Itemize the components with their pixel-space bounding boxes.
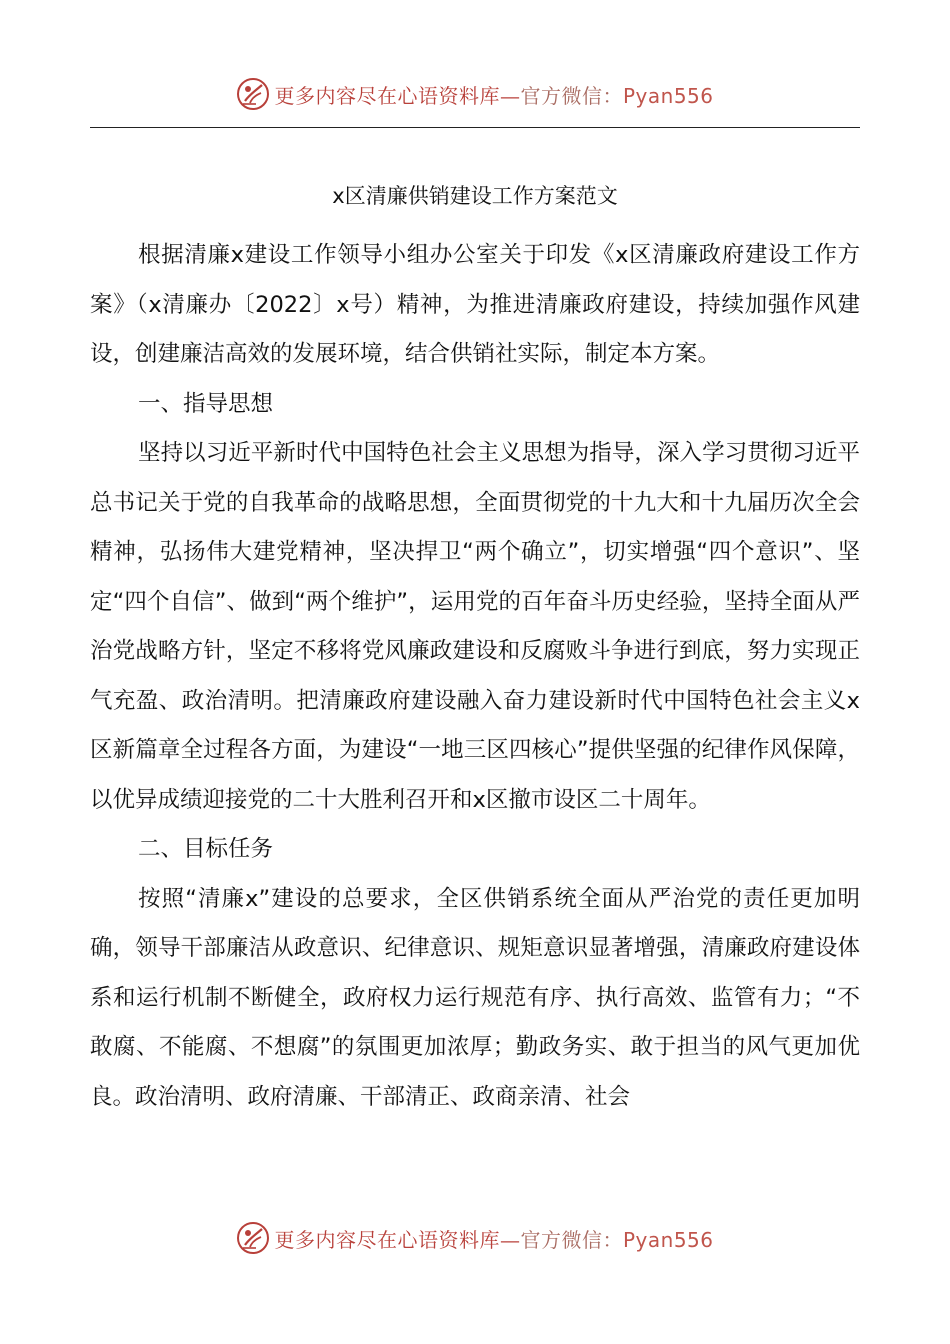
document-title: x区清廉供销建设工作方案范文 <box>332 184 618 208</box>
header-divider <box>90 127 860 128</box>
footer-promo-dash: — <box>499 1227 521 1252</box>
header-promo-text <box>274 80 713 109</box>
section-heading-goals-tasks: 二、目标任务 <box>138 836 274 862</box>
footer-promo-text <box>274 1224 713 1253</box>
guiding-ideology-paragraph: 坚持以习近平新时代中国特色社会主义思想为指导，深入学习贯彻习近平总书记关于党的自我革命的战略思想，全面贯彻党的十九大和十九届历次全会精神，弘扬伟大建党精神，坚决捍卫“两个确立”，切实增强“四个意识”、坚定“四个自信”、做到“两个维护”，运用党的百年奋斗历史经验，坚持全面从严治党战略方针，坚定不移将党风廉政建设和反腐败斗争进行到底，努力实现正气充盈、政治清明。把清廉政府建设融入奋力建设新时代中国特色社会主义x区新篇章全过程各方面，为建设“一地三区四核心”提供坚强的纪律作风保障，以优异成绩迎接党的二十大胜利召开和x区撤市设区二十周年。 <box>90 440 860 813</box>
footer-promo-main: 更多内容尽在心语资料库 <box>274 1227 500 1252</box>
tree-emblem-icon <box>236 77 270 111</box>
section-heading-guiding-ideology: 一、指导思想 <box>138 390 274 417</box>
header-wechat-id: Pyan556 <box>622 83 714 108</box>
goals-tasks-paragraph: 按照“清廉x”建设的总要求，全区供销系统全面从严治党的责任更加明确，领导干部廉洁从政意识、纪律意识、规矩意识显著增强，清廉政府建设体系和运行机制不断健全，政府权力运行规范有序、执行高效、监管有力；“不敢腐、不能腐、不想腐”的氛围更加浓厚；勤政务实、敢于担当的风气更加优良。政治清明、政府清廉、干部清正、政商亲清、社会 <box>90 885 860 1110</box>
document-body <box>90 231 860 1122</box>
intro-paragraph: 根据清廉x建设工作领导小组办公室关于印发《x区清廉政府建设工作方案》（x清廉办〔2022〕x号）精神，为推进清廉政府建设，持续加强作风建设，创建廉洁高效的发展环境，结合供销社实际，制定本方案。 <box>90 242 860 367</box>
footer-wechat-label: 官方微信： <box>520 1227 623 1252</box>
header-banner <box>0 74 950 114</box>
footer-wechat-id: Pyan556 <box>622 1227 714 1252</box>
header-promo-main: 更多内容尽在心语资料库 <box>274 83 500 108</box>
header-wechat-label: 官方微信： <box>520 83 623 108</box>
header-promo-dash: — <box>499 83 521 108</box>
tree-emblem-icon <box>236 1221 270 1255</box>
footer-banner <box>0 1218 950 1258</box>
